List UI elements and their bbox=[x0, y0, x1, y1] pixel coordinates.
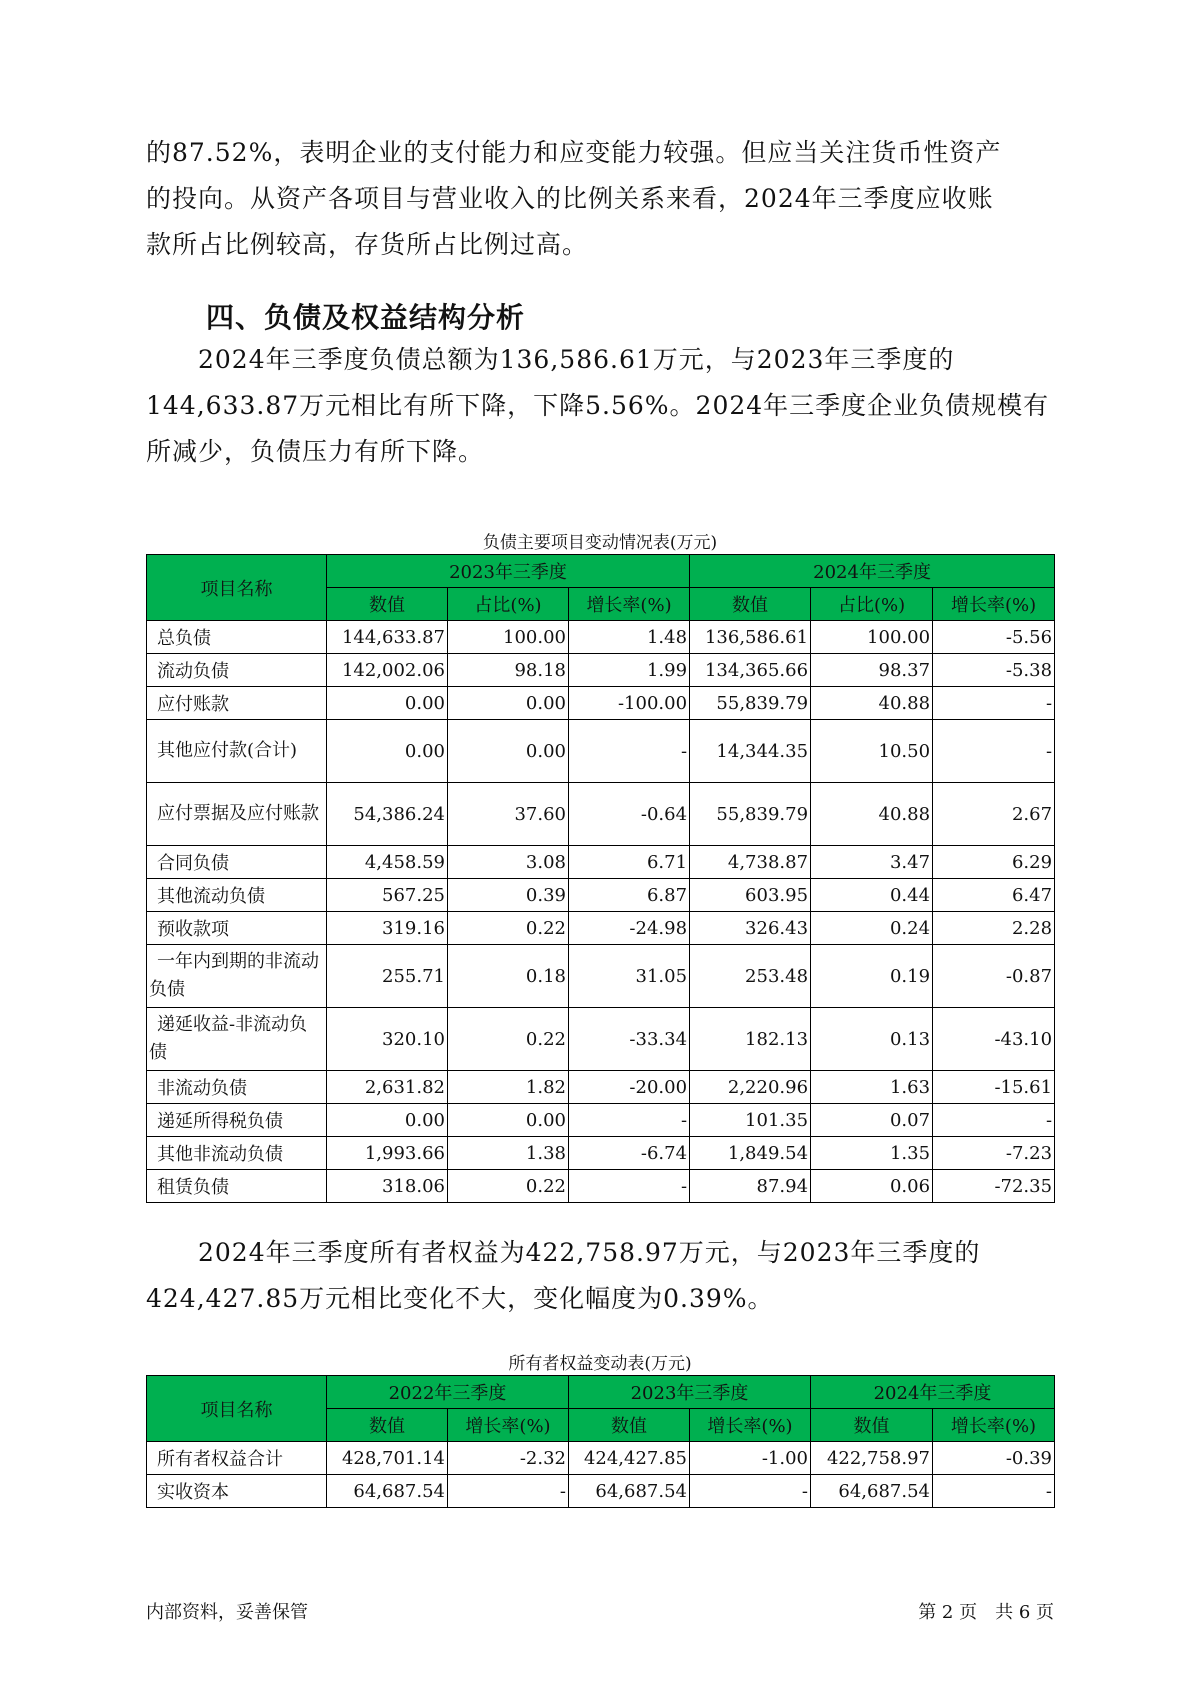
table-cell: 1.82 bbox=[448, 1071, 569, 1104]
liability-paragraph bbox=[146, 337, 1050, 475]
table-cell: 567.25 bbox=[327, 879, 448, 912]
table-row bbox=[147, 1137, 1055, 1170]
table2-body bbox=[147, 1442, 1055, 1508]
table-cell: 253.48 bbox=[690, 945, 811, 1008]
table2-sub-header: 数值 bbox=[569, 1409, 690, 1442]
table-cell: 428,701.14 bbox=[327, 1442, 448, 1475]
row-label: 合同负债 bbox=[147, 846, 327, 879]
table-row bbox=[147, 1170, 1055, 1203]
table-cell: -24.98 bbox=[569, 912, 690, 945]
liability-line: 所减少，负债压力有所下降。 bbox=[146, 437, 485, 466]
table2-caption: 所有者权益变动表(万元) bbox=[508, 1354, 692, 1374]
table-row bbox=[147, 1475, 1055, 1508]
table-row bbox=[147, 1104, 1055, 1137]
table-cell: 0.00 bbox=[327, 687, 448, 720]
table-cell: 31.05 bbox=[569, 945, 690, 1008]
row-label: 总负债 bbox=[147, 621, 327, 654]
intro-line: 款所占比例较高，存货所占比例过高。 bbox=[146, 230, 589, 259]
row-label: 预收款项 bbox=[147, 912, 327, 945]
table-row bbox=[147, 879, 1055, 912]
table-cell: 100.00 bbox=[448, 621, 569, 654]
table-cell: -6.74 bbox=[569, 1137, 690, 1170]
row-label: 非流动负债 bbox=[147, 1071, 327, 1104]
table-cell: -2.32 bbox=[448, 1442, 569, 1475]
table-cell: 0.24 bbox=[811, 912, 933, 945]
table-cell: 320.10 bbox=[327, 1008, 448, 1071]
row-label: 递延收益-非流动负债 bbox=[147, 1008, 327, 1071]
table-row bbox=[147, 783, 1055, 846]
footer-note: 内部资料，妥善保管 bbox=[146, 1602, 308, 1623]
equity-line: 424,427.85万元相比变化不大，变化幅度为0.39%。 bbox=[146, 1284, 774, 1313]
table-cell: 3.08 bbox=[448, 846, 569, 879]
equity-line: 2024年三季度所有者权益为422,758.97万元，与2023年三季度的 bbox=[146, 1238, 981, 1267]
table-cell: -15.61 bbox=[933, 1071, 1055, 1104]
table-cell: - bbox=[690, 1475, 811, 1508]
table-row bbox=[147, 1442, 1055, 1475]
table2-sub-header: 数值 bbox=[811, 1409, 933, 1442]
table2-sub-header: 增长率(%) bbox=[448, 1409, 569, 1442]
table-cell: 1.99 bbox=[569, 654, 690, 687]
row-label: 应付账款 bbox=[147, 687, 327, 720]
table2-period-header: 2023年三季度 bbox=[569, 1376, 811, 1409]
table-cell: 0.22 bbox=[448, 1170, 569, 1203]
table2-sub-header: 增长率(%) bbox=[690, 1409, 811, 1442]
table-cell: 6.47 bbox=[933, 879, 1055, 912]
table-cell: - bbox=[933, 720, 1055, 783]
table-cell: 0.00 bbox=[448, 1104, 569, 1137]
table-cell: -7.23 bbox=[933, 1137, 1055, 1170]
table-cell: 2.67 bbox=[933, 783, 1055, 846]
table-cell: 0.13 bbox=[811, 1008, 933, 1071]
table-cell: 64,687.54 bbox=[811, 1475, 933, 1508]
table-cell: 136,586.61 bbox=[690, 621, 811, 654]
table-row bbox=[147, 846, 1055, 879]
table-cell: 100.00 bbox=[811, 621, 933, 654]
table-cell: 1.63 bbox=[811, 1071, 933, 1104]
table-cell: -33.34 bbox=[569, 1008, 690, 1071]
row-label: 递延所得税负债 bbox=[147, 1104, 327, 1137]
table-cell: 98.37 bbox=[811, 654, 933, 687]
table-cell: -72.35 bbox=[933, 1170, 1055, 1203]
intro-line: 的投向。从资产各项目与营业收入的比例关系来看，2024年三季度应收账 bbox=[146, 184, 994, 213]
row-label: 租赁负债 bbox=[147, 1170, 327, 1203]
table-cell: -0.87 bbox=[933, 945, 1055, 1008]
table1-sub-header: 数值 bbox=[327, 588, 448, 621]
table-cell: -5.38 bbox=[933, 654, 1055, 687]
table-row bbox=[147, 912, 1055, 945]
table-cell: 87.94 bbox=[690, 1170, 811, 1203]
row-label: 其他非流动负债 bbox=[147, 1137, 327, 1170]
table1-sub-header: 占比(%) bbox=[448, 588, 569, 621]
table-cell: 0.00 bbox=[448, 720, 569, 783]
table-cell: 182.13 bbox=[690, 1008, 811, 1071]
table2-period-header: 2024年三季度 bbox=[811, 1376, 1055, 1409]
table-cell: - bbox=[933, 1475, 1055, 1508]
liability-table bbox=[146, 554, 1055, 1203]
table-cell: - bbox=[569, 1104, 690, 1137]
table-cell: 424,427.85 bbox=[569, 1442, 690, 1475]
table-cell: - bbox=[569, 720, 690, 783]
table1-sub-header: 数值 bbox=[690, 588, 811, 621]
liability-line: 144,633.87万元相比有所下降，下降5.56%。2024年三季度企业负债规模有 bbox=[146, 391, 1050, 420]
table-cell: 326.43 bbox=[690, 912, 811, 945]
table-cell: 0.00 bbox=[327, 720, 448, 783]
table-cell: 14,344.35 bbox=[690, 720, 811, 783]
row-label: 其他应付款(合计) bbox=[147, 720, 327, 783]
table2-item-header: 项目名称 bbox=[147, 1376, 327, 1442]
table-row bbox=[147, 687, 1055, 720]
table-cell: -1.00 bbox=[690, 1442, 811, 1475]
table-cell: -5.56 bbox=[933, 621, 1055, 654]
table-cell: 4,458.59 bbox=[327, 846, 448, 879]
table1-item-header: 项目名称 bbox=[147, 555, 327, 621]
table-row bbox=[147, 1008, 1055, 1071]
table-cell: 2,220.96 bbox=[690, 1071, 811, 1104]
table-row bbox=[147, 621, 1055, 654]
table-cell: 6.87 bbox=[569, 879, 690, 912]
table-cell: 255.71 bbox=[327, 945, 448, 1008]
intro-line: 的87.52%，表明企业的支付能力和应变能力较强。但应当关注货币性资产 bbox=[146, 138, 1002, 167]
table-cell: 2.28 bbox=[933, 912, 1055, 945]
table2-sub-header: 增长率(%) bbox=[933, 1409, 1055, 1442]
table1-period-header: 2024年三季度 bbox=[690, 555, 1055, 588]
table-cell: 144,633.87 bbox=[327, 621, 448, 654]
table-cell: 0.19 bbox=[811, 945, 933, 1008]
row-label: 其他流动负债 bbox=[147, 879, 327, 912]
table1-sub-header: 增长率(%) bbox=[569, 588, 690, 621]
table-cell: 0.00 bbox=[448, 687, 569, 720]
table-cell: 54,386.24 bbox=[327, 783, 448, 846]
table-cell: 98.18 bbox=[448, 654, 569, 687]
table-cell: -0.39 bbox=[933, 1442, 1055, 1475]
table-cell: 2,631.82 bbox=[327, 1071, 448, 1104]
table-cell: 0.22 bbox=[448, 1008, 569, 1071]
table-cell: 40.88 bbox=[811, 687, 933, 720]
equity-paragraph bbox=[146, 1230, 1046, 1322]
table-cell: 3.47 bbox=[811, 846, 933, 879]
page-number: 第 2 页 共 6 页 bbox=[918, 1602, 1054, 1623]
table-cell: 0.39 bbox=[448, 879, 569, 912]
table-cell: 40.88 bbox=[811, 783, 933, 846]
equity-table bbox=[146, 1375, 1055, 1508]
table-row bbox=[147, 945, 1055, 1008]
table-cell: 0.00 bbox=[327, 1104, 448, 1137]
row-label: 实收资本 bbox=[147, 1475, 327, 1508]
table-cell: 1,993.66 bbox=[327, 1137, 448, 1170]
table-cell: 55,839.79 bbox=[690, 687, 811, 720]
table-cell: 55,839.79 bbox=[690, 783, 811, 846]
table-cell: 64,687.54 bbox=[569, 1475, 690, 1508]
table-cell: 0.22 bbox=[448, 912, 569, 945]
table-row bbox=[147, 1071, 1055, 1104]
table-cell: 319.16 bbox=[327, 912, 448, 945]
liability-line: 2024年三季度负债总额为136,586.61万元，与2023年三季度的 bbox=[146, 345, 955, 374]
table1-sub-header: 占比(%) bbox=[811, 588, 933, 621]
table-cell: - bbox=[933, 687, 1055, 720]
table-cell: 0.07 bbox=[811, 1104, 933, 1137]
table2-period-header: 2022年三季度 bbox=[327, 1376, 569, 1409]
table-cell: - bbox=[933, 1104, 1055, 1137]
table-row bbox=[147, 720, 1055, 783]
table1-sub-header: 增长率(%) bbox=[933, 588, 1055, 621]
table-cell: 142,002.06 bbox=[327, 654, 448, 687]
table-cell: 318.06 bbox=[327, 1170, 448, 1203]
table-cell: 0.18 bbox=[448, 945, 569, 1008]
table1-period-header: 2023年三季度 bbox=[327, 555, 690, 588]
row-label: 流动负债 bbox=[147, 654, 327, 687]
table-cell: 603.95 bbox=[690, 879, 811, 912]
table-row bbox=[147, 654, 1055, 687]
row-label: 所有者权益合计 bbox=[147, 1442, 327, 1475]
table-cell: 101.35 bbox=[690, 1104, 811, 1137]
table-cell: 1.35 bbox=[811, 1137, 933, 1170]
table1-body bbox=[147, 621, 1055, 1203]
table-cell: -43.10 bbox=[933, 1008, 1055, 1071]
table-cell: 10.50 bbox=[811, 720, 933, 783]
table-cell: -100.00 bbox=[569, 687, 690, 720]
table-cell: 37.60 bbox=[448, 783, 569, 846]
row-label: 一年内到期的非流动负债 bbox=[147, 945, 327, 1008]
table-cell: - bbox=[448, 1475, 569, 1508]
table-cell: 422,758.97 bbox=[811, 1442, 933, 1475]
table-cell: 1,849.54 bbox=[690, 1137, 811, 1170]
table-cell: 0.06 bbox=[811, 1170, 933, 1203]
intro-paragraph bbox=[146, 130, 1046, 268]
table-cell: 64,687.54 bbox=[327, 1475, 448, 1508]
table-cell: 6.71 bbox=[569, 846, 690, 879]
table2-sub-header: 数值 bbox=[327, 1409, 448, 1442]
table-cell: 134,365.66 bbox=[690, 654, 811, 687]
table-cell: - bbox=[569, 1170, 690, 1203]
table-cell: -0.64 bbox=[569, 783, 690, 846]
table-cell: 1.48 bbox=[569, 621, 690, 654]
table-cell: 6.29 bbox=[933, 846, 1055, 879]
table-cell: 1.38 bbox=[448, 1137, 569, 1170]
table-cell: -20.00 bbox=[569, 1071, 690, 1104]
row-label: 应付票据及应付账款 bbox=[147, 783, 327, 846]
table1-caption: 负债主要项目变动情况表(万元) bbox=[482, 533, 718, 553]
table-cell: 0.44 bbox=[811, 879, 933, 912]
table-cell: 4,738.87 bbox=[690, 846, 811, 879]
section-heading: 四、负债及权益结构分析 bbox=[206, 301, 526, 334]
